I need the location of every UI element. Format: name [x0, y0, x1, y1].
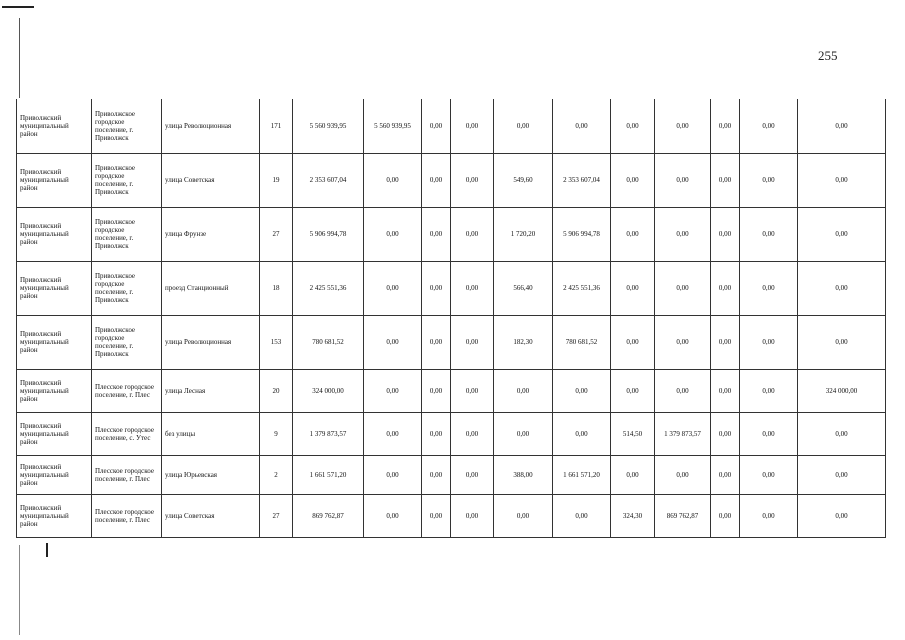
amount-cell: 869 762,87: [655, 494, 711, 537]
amount-cell: 0,00: [553, 412, 611, 455]
amount-cell: 0,00: [451, 99, 494, 153]
settlement-cell: Плесское городское поселение, г. Плес: [92, 494, 162, 537]
district-cell: Приволжский муниципальный район: [17, 315, 92, 369]
settlement-cell: Приволжское городское поселение, г. Приволжск: [92, 153, 162, 207]
amount-cell: 0,00: [451, 261, 494, 315]
amount-cell: 0,00: [364, 369, 422, 412]
registry-table: [16, 99, 886, 538]
amount-cell: 0,00: [655, 261, 711, 315]
area-cell: 0,00: [611, 99, 655, 153]
street-cell: улица Революционная: [162, 315, 260, 369]
amount-cell: 0,00: [711, 153, 740, 207]
amount-cell: 0,00: [711, 455, 740, 494]
amount-cell: 0,00: [553, 494, 611, 537]
amount-cell: 0,00: [740, 261, 798, 315]
amount-cell: 0,00: [655, 99, 711, 153]
amount-cell: 0,00: [451, 455, 494, 494]
district-cell: Приволжский муниципальный район: [17, 153, 92, 207]
amount-cell: 0,00: [798, 99, 886, 153]
amount-cell: 2 425 551,36: [553, 261, 611, 315]
district-cell: Приволжский муниципальный район: [17, 412, 92, 455]
amount-cell: 0,00: [798, 315, 886, 369]
amount-cell: 0,00: [553, 99, 611, 153]
district-cell: Приволжский муниципальный район: [17, 99, 92, 153]
amount-cell: 0,00: [451, 315, 494, 369]
table-row: [17, 99, 886, 153]
amount-cell: 0,00: [364, 494, 422, 537]
amount-cell: 0,00: [711, 412, 740, 455]
area-cell: 0,00: [611, 261, 655, 315]
area-cell: 0,00: [611, 153, 655, 207]
street-cell: улица Советская: [162, 494, 260, 537]
district-cell: Приволжский муниципальный район: [17, 207, 92, 261]
length-cell: 19: [260, 153, 293, 207]
amount-cell: 0,00: [655, 455, 711, 494]
amount-cell: 0,00: [553, 369, 611, 412]
area-cell: 324,30: [611, 494, 655, 537]
settlement-cell: Плесское городское поселение, с. Утес: [92, 412, 162, 455]
amount-cell: 0,00: [422, 494, 451, 537]
area-cell: 0,00: [494, 99, 553, 153]
amount-cell: 0,00: [364, 412, 422, 455]
amount-cell: 0,00: [364, 153, 422, 207]
total-amount-cell: 2 425 551,36: [293, 261, 364, 315]
table-row: [17, 494, 886, 537]
table-row: [17, 315, 886, 369]
street-cell: улица Советская: [162, 153, 260, 207]
area-cell: 566,40: [494, 261, 553, 315]
amount-cell: 0,00: [655, 207, 711, 261]
amount-cell: 0,00: [798, 412, 886, 455]
amount-cell: 0,00: [451, 412, 494, 455]
district-cell: Приволжский муниципальный район: [17, 261, 92, 315]
scan-mark-top: [2, 6, 34, 8]
area-cell: 0,00: [494, 494, 553, 537]
length-cell: 18: [260, 261, 293, 315]
registry-body: [17, 99, 886, 537]
amount-cell: 0,00: [740, 455, 798, 494]
amount-cell: 0,00: [798, 261, 886, 315]
amount-cell: 0,00: [422, 315, 451, 369]
amount-cell: 0,00: [422, 369, 451, 412]
amount-cell: 0,00: [711, 369, 740, 412]
length-cell: 27: [260, 207, 293, 261]
area-cell: 0,00: [611, 207, 655, 261]
amount-cell: 0,00: [451, 153, 494, 207]
scan-artifact-line-bottom: [19, 545, 20, 635]
amount-cell: 0,00: [364, 207, 422, 261]
district-cell: Приволжский муниципальный район: [17, 494, 92, 537]
area-cell: 1 720,20: [494, 207, 553, 261]
amount-cell: 0,00: [711, 315, 740, 369]
length-cell: 2: [260, 455, 293, 494]
amount-cell: 2 353 607,04: [553, 153, 611, 207]
amount-cell: 0,00: [655, 153, 711, 207]
street-cell: улица Революционная: [162, 99, 260, 153]
amount-cell: 0,00: [422, 455, 451, 494]
table-row: [17, 153, 886, 207]
amount-cell: 0,00: [451, 369, 494, 412]
amount-cell: 0,00: [655, 315, 711, 369]
total-amount-cell: 869 762,87: [293, 494, 364, 537]
amount-cell: 0,00: [798, 494, 886, 537]
amount-cell: 0,00: [422, 99, 451, 153]
area-cell: 0,00: [611, 455, 655, 494]
amount-cell: 5 560 939,95: [364, 99, 422, 153]
street-cell: улица Юрьевская: [162, 455, 260, 494]
area-cell: 388,00: [494, 455, 553, 494]
area-cell: 0,00: [611, 369, 655, 412]
amount-cell: 0,00: [364, 315, 422, 369]
length-cell: 20: [260, 369, 293, 412]
length-cell: 9: [260, 412, 293, 455]
amount-cell: 0,00: [740, 494, 798, 537]
amount-cell: 324 000,00: [798, 369, 886, 412]
amount-cell: 0,00: [655, 369, 711, 412]
street-cell: проезд Станционный: [162, 261, 260, 315]
amount-cell: 0,00: [422, 261, 451, 315]
settlement-cell: Плесское городское поселение, г. Плес: [92, 369, 162, 412]
area-cell: 182,30: [494, 315, 553, 369]
page-number: 255: [818, 48, 838, 63]
area-cell: 0,00: [494, 369, 553, 412]
table-row: [17, 261, 886, 315]
amount-cell: 0,00: [711, 494, 740, 537]
district-cell: Приволжский муниципальный район: [17, 455, 92, 494]
total-amount-cell: 2 353 607,04: [293, 153, 364, 207]
amount-cell: 0,00: [798, 455, 886, 494]
street-cell: улица Лесная: [162, 369, 260, 412]
length-cell: 153: [260, 315, 293, 369]
settlement-cell: Приволжское городское поселение, г. Приволжск: [92, 315, 162, 369]
amount-cell: 0,00: [451, 494, 494, 537]
amount-cell: 5 906 994,78: [553, 207, 611, 261]
scan-artifact-tick: [46, 543, 48, 557]
amount-cell: 0,00: [451, 207, 494, 261]
length-cell: 171: [260, 99, 293, 153]
table-row: [17, 207, 886, 261]
settlement-cell: Плесское городское поселение, г. Плес: [92, 455, 162, 494]
amount-cell: 0,00: [740, 99, 798, 153]
settlement-cell: Приволжское городское поселение, г. Приволжск: [92, 207, 162, 261]
length-cell: 27: [260, 494, 293, 537]
area-cell: 0,00: [611, 315, 655, 369]
amount-cell: 0,00: [798, 153, 886, 207]
total-amount-cell: 5 906 994,78: [293, 207, 364, 261]
area-cell: 0,00: [494, 412, 553, 455]
total-amount-cell: 780 681,52: [293, 315, 364, 369]
district-cell: Приволжский муниципальный район: [17, 369, 92, 412]
amount-cell: 0,00: [740, 369, 798, 412]
amount-cell: 0,00: [364, 261, 422, 315]
total-amount-cell: 324 000,00: [293, 369, 364, 412]
table-row: [17, 369, 886, 412]
amount-cell: 0,00: [740, 315, 798, 369]
amount-cell: 0,00: [740, 153, 798, 207]
amount-cell: 0,00: [711, 207, 740, 261]
settlement-cell: Приволжское городское поселение, г. Приволжск: [92, 99, 162, 153]
amount-cell: 0,00: [422, 412, 451, 455]
total-amount-cell: 5 560 939,95: [293, 99, 364, 153]
amount-cell: 0,00: [740, 207, 798, 261]
amount-cell: 1 661 571,20: [553, 455, 611, 494]
amount-cell: 0,00: [364, 455, 422, 494]
amount-cell: 0,00: [422, 207, 451, 261]
amount-cell: 0,00: [711, 261, 740, 315]
amount-cell: 0,00: [422, 153, 451, 207]
area-cell: 514,50: [611, 412, 655, 455]
amount-cell: 1 379 873,57: [655, 412, 711, 455]
scan-artifact-line: [19, 18, 20, 98]
table-row: [17, 455, 886, 494]
amount-cell: 780 681,52: [553, 315, 611, 369]
amount-cell: 0,00: [740, 412, 798, 455]
amount-cell: 0,00: [711, 99, 740, 153]
table-row: [17, 412, 886, 455]
total-amount-cell: 1 379 873,57: [293, 412, 364, 455]
street-cell: улица Фрунзе: [162, 207, 260, 261]
street-cell: без улицы: [162, 412, 260, 455]
area-cell: 549,60: [494, 153, 553, 207]
settlement-cell: Приволжское городское поселение, г. Приволжск: [92, 261, 162, 315]
total-amount-cell: 1 661 571,20: [293, 455, 364, 494]
amount-cell: 0,00: [798, 207, 886, 261]
